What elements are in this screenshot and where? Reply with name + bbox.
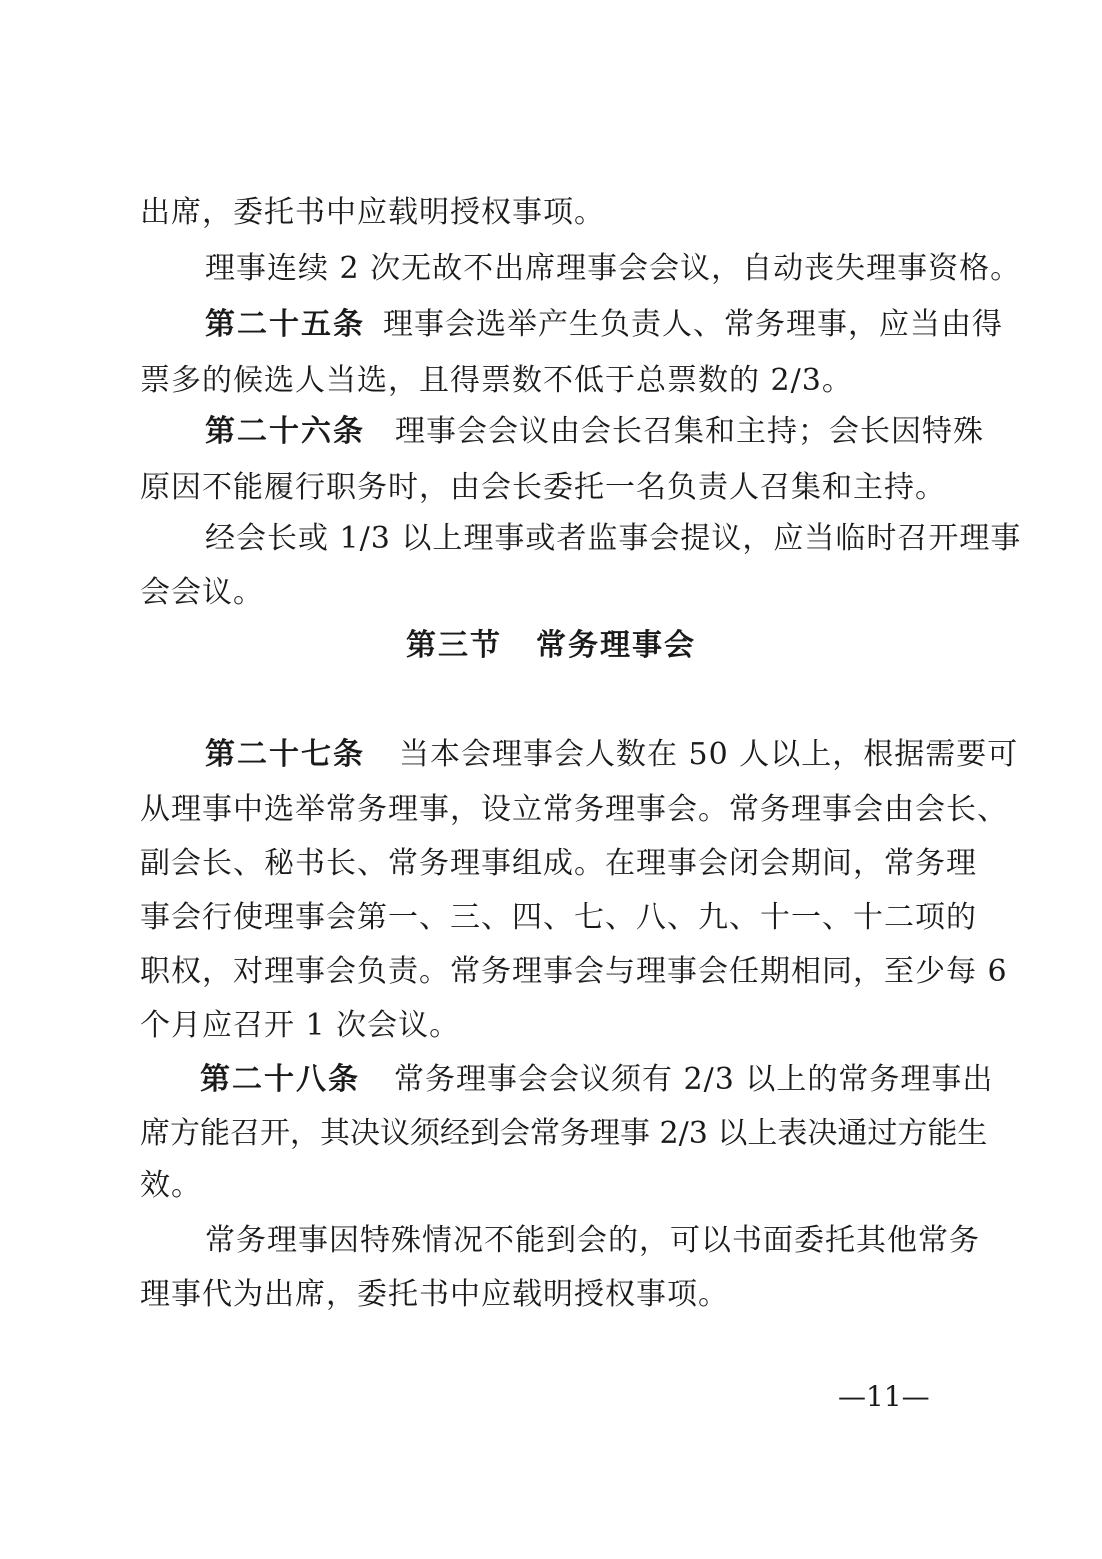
paragraph-line: 理事会会议由会长召集和主持；会长因特殊 <box>395 414 984 449</box>
paragraph-line: 票多的候选人当选，且得票数不低于总票数的 2/3。 <box>140 363 853 398</box>
article-25-first-line <box>205 307 1003 343</box>
paragraph-line: 经会长或 1/3 以上理事或者监事会提议，应当临时召开理事 <box>205 521 1022 556</box>
paragraph-line: 事会行使理事会第一、三、四、七、八、九、十一、十二项的 <box>140 900 977 935</box>
paragraph-line: 出席，委托书中应载明授权事项。 <box>140 195 605 230</box>
paragraph-line: 个月应召开 1 次会议。 <box>140 1008 461 1043</box>
paragraph-line: 原因不能履行职务时，由会长委托一名负责人召集和主持。 <box>140 470 946 505</box>
paragraph-line: 从理事中选举常务理事，设立常务理事会。常务理事会由会长、 <box>140 792 1008 827</box>
section-heading <box>0 628 1102 664</box>
paragraph-line: 职权，对理事会负责。常务理事会与理事会任期相同，至少每 6 <box>140 954 1008 989</box>
article-28-first-line <box>200 1062 994 1098</box>
article-27-first-line <box>205 737 1019 773</box>
section-title: 常务理事会 <box>536 628 696 663</box>
article-26-title: 第二十六条 <box>205 414 365 449</box>
paragraph-line: 席方能召开，其决议须经到会常务理事 2/3 以上表决通过方能生 <box>140 1116 988 1151</box>
article-26-first-line <box>205 414 984 450</box>
article-28-title: 第二十八条 <box>200 1062 360 1097</box>
article-25-title: 第二十五条 <box>205 307 365 342</box>
paragraph-line: 常务理事会会议须有 2/3 以上的常务理事出 <box>394 1062 994 1097</box>
paragraph-line: 常务理事因特殊情况不能到会的，可以书面委托其他常务 <box>205 1223 980 1258</box>
paragraph-line: 副会长、秘书长、常务理事组成。在理事会闭会期间，常务理 <box>140 846 977 881</box>
article-27-title: 第二十七条 <box>205 737 365 772</box>
paragraph-line: 效。 <box>140 1168 202 1203</box>
section-number: 第三节 <box>406 628 502 663</box>
paragraph-line: 理事连续 2 次无故不出席理事会会议，自动丧失理事资格。 <box>205 251 1022 286</box>
page-number: —11— <box>838 1380 930 1413</box>
paragraph-line: 当本会理事会人数在 50 人以上，根据需要可 <box>399 737 1019 772</box>
paragraph-line: 会会议。 <box>140 575 264 610</box>
paragraph-line: 理事代为出席，委托书中应载明授权事项。 <box>140 1277 729 1312</box>
paragraph-line: 理事会选举产生负责人、常务理事，应当由得 <box>383 307 1003 342</box>
